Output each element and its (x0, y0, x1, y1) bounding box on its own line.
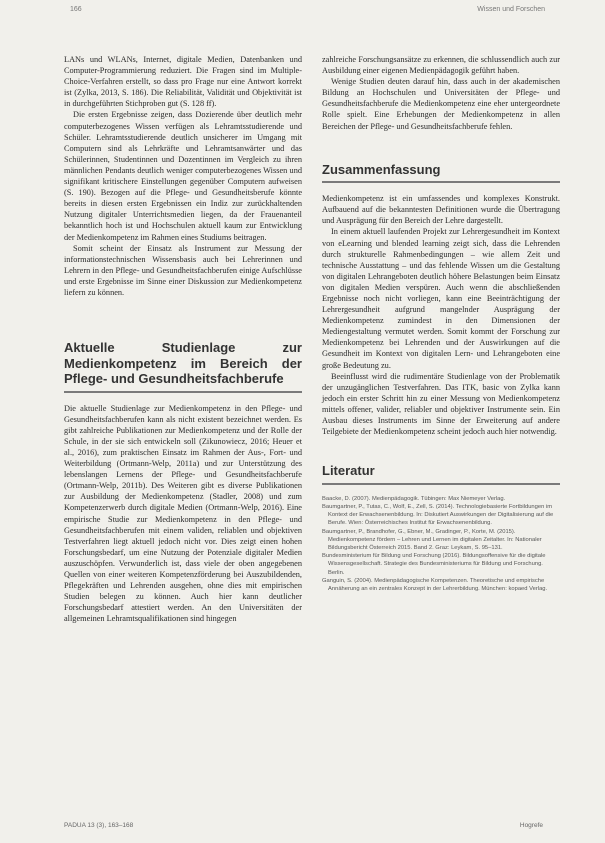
reference-entry: Baacke, D. (2007). Medienpädagogik. Tübingen: Max Niemeyer Verlag. (322, 495, 506, 502)
body-paragraph: Medienkompetenz ist ein umfassendes und komplexes Konstrukt. Aufbauend auf die bekanntesten Definitionen wurde die Übertragung und Ausprägung für den Bereich der Lehre dargestellt. (322, 194, 560, 226)
body-paragraph: Beeinflusst wird die rudimentäre Studienlage von der Problematik der unzugänglichen Testverfahren. Das ITK, basic von Zylka kann jedoch ein erster Schritt hin zu einer Messung von Medienkompetenz mittels offener, valider, reliabler und objektiver Instrumente sein. Ein Ausbau dieses Instruments im Sinne der Erweiterung auf andere Teilgebiete der Medienkompetenz scheint jedoch auch hier notwendig. (322, 371, 560, 437)
body-paragraph: Somit scheint der Einsatz als Instrument zur Messung der informationstechnischen Wissensbasis auch bei Lehrerinnen und Lehrern in den Pflege- und Gesundheitsfachberufen einige Aufschlüsse und erste Ergebnisse im Sinne einer Diskussion zur Medienkompetenz liefern zu können. (64, 243, 302, 297)
body-paragraph: In einem aktuell laufenden Projekt zur Lehrergesundheit im Kontext von eLearning und blended learning zeigt sich, dass die Lehrenden durch strukturelle Rahmenbedingungen – wie allem Zeit und technische Ausstattung – und das fehlende Wissen um die Gestaltung von digitalen Lehrangeboten deutlich höhere Belastungen beim Einsatz von digitalen Medien verspüren. Auch wenn die abschließenden Ergebnisse noch nicht vorliegen, kann eine Beeinträchtigung der Lehrergesundheit aufgrund mangelnder Ausprägung der Medienkompetenz zumindest in den Dimensionen der Mediengestaltung vermutet werden. Somit kommt der Forschung zur Medienkompetenz bei Lehrenden und der Auswirkungen auf die Gesundheit im Kontext von digitalen Lern- und Lehrangeboten eine große Bedeutung zu. (322, 227, 560, 370)
summary-heading: Zusammenfassung (322, 161, 441, 177)
reference-entry: Baumgartner, P., Tutas, C., Wolf, E., Zell, S. (2014). Technologiebasierte Fortbildungen im Kontext der Erwachsenenbildung. In: Diskutiert Auswirkungen der Digitalisierung auf die Berufe. Wien: Österreichisches Institut für Erwachsenenbildung. (322, 503, 554, 527)
literature-heading: Literatur (322, 463, 375, 479)
reference-entry: Baumgartner, P., Brandhofer, G., Ebner, M., Gradinger, P., Korte, M. (2015). Medienkompetenz fördern – Lehren und Lernen im digitalen Zeitalter. In: Nationaler Bildungsbericht Österreich 2015. Band 2. Graz: Leykam, S. 95–131. (322, 528, 542, 551)
footer-citation: PADUA 13 (3), 163–168 (64, 822, 134, 829)
page-number: 166 (70, 6, 82, 13)
heading-rule (322, 181, 560, 183)
body-paragraph: LANs und WLANs, Internet, digitale Medien, Datenbanken und Computer-Programmierung reduziert. Die Fragen sind im Multiple-Choice-Verfahren erstellt, so dass pro Frage nur eine Antwort korrekt ist (Zylka, 2013, S. 186). Die Reliabilität, Validität und Objektivität ist in durchgeführten Stichproben gut (S. 128 ff). (64, 55, 302, 109)
section-heading: Aktuelle Studienlage zur Medienkompetenz im Bereich der Pflege- und Gesundheitsfachberufe (64, 340, 302, 387)
running-head-section: Wissen und Forschen (477, 6, 545, 13)
heading-rule (64, 391, 302, 393)
right-column (322, 54, 560, 593)
running-head (0, 6, 605, 18)
body-paragraph: zahlreiche Forschungsansätze zu erkennen, die schlussendlich auch zur Ausbildung einer eigenen Medienpädagogik geführt haben. (322, 55, 560, 76)
reference-entry: Bundesministerium für Bildung und Forschung (2016). Bildungsoffensive für die digitale Wissensgesellschaft. Strategie des Bundesministeriums für Bildung und Forschung. Berlin. (322, 553, 546, 576)
reference-list (322, 495, 560, 593)
body-paragraph: Wenige Studien deuten darauf hin, dass auch in der akademischen Bildung an Hochschulen und Universitäten der Pflege- und Gesundheitsfachberufe die Medienkompetenz eine eher untergeordnete Rolle spielt. Eine Erhebungen der Medienkompetenz in allen Bereichen der Pflege- und Gesundheitsfachberufe fehlen. (322, 77, 560, 131)
reference-entry: Ganguin, S. (2004). Medienpädagogische Kompetenzen. Theoretische und empirische Annäherung an ein zentrales Konzept in der Lehrerbildung. München: kopaed Verlag. (322, 577, 548, 592)
left-column (64, 54, 302, 624)
footer-publisher: Hogrefe (519, 822, 543, 829)
heading-rule (322, 483, 560, 485)
body-paragraph: Die aktuelle Studienlage zur Medienkompetenz in den Pflege- und Gesundheitsfachberufen kann als nicht existent bezeichnet werden. Es gibt zahlreiche Publikationen zur Medienkompetenz und der Rolle der Schule, in der sie sich entwickeln soll (Zikunowiecz, 2016; Heuer et al., 2016), zum praktischen Einsatz im Rahmen der Aus-, Fort- und Weiterbildung (Ortmann-Welp, 2011a) und zur Unterstützung des lebenslangen Lernens der Pflege- und Gesundheitsfachberufe (Ortmann-Welp, 2011b). Des Weiteren gibt es diverse Publikationen zur Ausbildung der Medienkompetenz (Stadler, 2008) und zum Kompetenzerwerb durch digitale Medien (Ortmann-Welp, 2016). Eine empirische Studie zur Medienkompetenz in den Pflege- und Gesundheitsfachberufen mit einem validen, reliablen und objektiven Testverfahren liegt aktuell jedoch nicht vor. Dies zeigt einen hohen Forschungsbedarf, um eine Nutzung der Potenziale digitaler Medien auszuschöpfen. Verwunderlich ist, dass viele der oben angegebenen Quellen von einer weiteren Kompetenzförderung bei Auszubildenden, Pflegekräften und Lehrenden ausgehen, ohne dies mit empirischen Studien belegen zu können. Auch hier kann deutlicher Forschungsbedarf attestiert werden. An den Universitäten der allgemeinen Lehramtsqualifikationen sind hingegen (64, 403, 302, 624)
body-paragraph: Die ersten Ergebnisse zeigen, dass Dozierende über deutlich mehr computerbezogenes Wissen verfügen als Lehramtsstudierende und Schüler. Lehramtsstudierende deutlich unsicherer im Umgang mit Computern sind als Lehrkräfte und Lehramtsanwärter und das Schülerinnen, Studentinnen und Dozentinnen im Vergleich zu ihren männlichen Pendants deutlich weniger computerbezogenes Wissen und signifikant kritischere Einstellungen gegenüber Computern aufweisen (S. 190). Bezogen auf die Pflege- und Gesundheitsberufe könnte bereits in diesen ersten Ergebnissen ein Indiz zur zurückhaltenden Nutzung digitaler Unterrichtsmedien liegen, da der Frauenanteil bekanntlich hoch ist und Hochschulen aktuell kaum zur Entwicklung der Medienkompetenz im Rahmen eines Studiums beitragen. (64, 110, 302, 242)
